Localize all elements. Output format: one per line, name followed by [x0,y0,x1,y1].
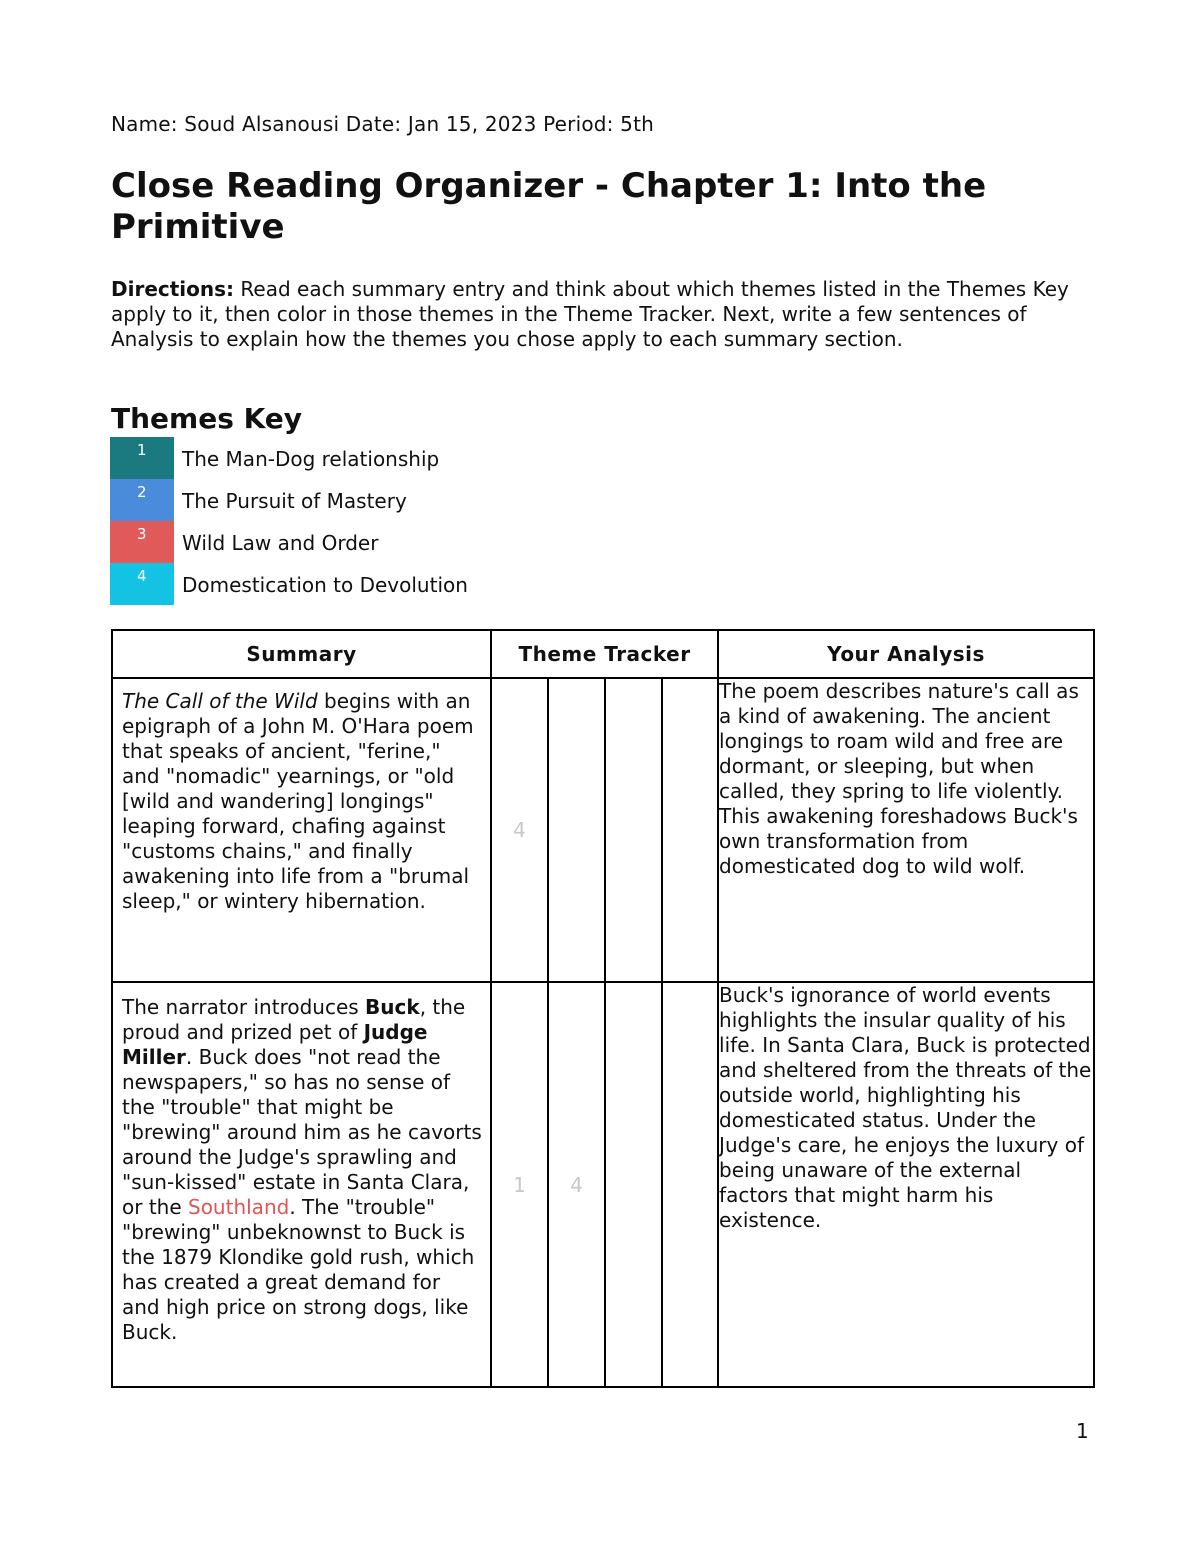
analysis-header: Your Analysis [718,630,1094,678]
analysis-cell[interactable]: Buck's ignorance of world events highlights the insular quality of his life. In Santa Clara, Buck is protected and sheltered from the threats of the outside world, highlighting his domesticated status. Under the Judge's care, he enjoys the luxury of being unaware of the external factors that might harm his existence. [718,982,1094,1387]
summary-text: . Buck does "not read the newspapers," so has no sense of the "trouble" that might be "brewing" around him as he cavorts around the Judge's sprawling and "sun-kissed" estate in Santa Clara, or the [122,1045,482,1219]
theme-key-item [110,437,468,479]
theme-number: 3 [137,525,147,543]
theme-key-item [110,521,468,563]
summary-text: The narrator introduces [122,995,366,1019]
table-header-row [112,630,1094,678]
southland-link[interactable]: Southland [188,1195,290,1219]
summary-header: Summary [112,630,491,678]
character-judge-miller: Judge Miller [122,1020,428,1069]
table-row [112,678,1094,982]
theme-label: Domestication to Devolution [182,573,468,597]
tracker-cell[interactable] [605,982,662,1387]
tracker-cell[interactable]: 4 [548,982,605,1387]
theme-label: Wild Law and Order [182,531,379,555]
themes-key-heading: Themes Key [111,402,303,435]
character-buck: Buck [365,995,420,1019]
theme-swatch-4 [110,563,174,605]
tracker-cell[interactable]: 1 [491,982,548,1387]
tracker-cell[interactable] [662,982,718,1387]
directions-text: Read each summary entry and think about which themes listed in the Themes Key apply to it, then color in those themes in the Theme Tracker. Next, write a few sentences of Analysis to explain how the themes you chose apply to each summary section. [111,277,1069,351]
theme-swatch-1 [110,437,174,479]
tracker-cell[interactable] [662,678,718,982]
organizer-table [111,629,1095,1388]
tracker-header: Theme Tracker [491,630,718,678]
theme-key-item [110,479,468,521]
summary-text: . The "trouble" "brewing" unbeknownst to Buck is the 1879 Klondike gold rush, which has created a great demand for and high price on strong dogs, like Buck. [122,1195,475,1344]
tracker-cell[interactable]: 4 [491,678,548,982]
summary-cell [112,982,491,1387]
directions [111,277,1086,352]
table-row [112,982,1094,1387]
header-name-line: Name: Soud Alsanousi Date: Jan 15, 2023 Period: 5th [111,112,655,136]
summary-text: begins with an epigraph of a John M. O'Hara poem that speaks of ancient, "ferine," and "nomadic" yearnings, or "old [wild and wandering] longings" leaping forward, chafing against "customs chains," and finally awakening into life from a "brumal sleep," or wintery hibernation. [122,689,474,913]
theme-label: The Man-Dog relationship [182,447,440,471]
summary-text: , the proud and prized pet of [122,995,466,1044]
book-title: The Call of the Wild [122,689,318,713]
summary-cell [112,678,491,982]
theme-swatch-2 [110,479,174,521]
analysis-cell[interactable]: The poem describes nature's call as a kind of awakening. The ancient longings to roam wild and free are dormant, or sleeping, but when called, they spring to life violently. This awakening foreshadows Buck's own transformation from domesticated dog to wild wolf. [718,678,1094,982]
theme-number: 2 [137,483,147,501]
page-number: 1 [1076,1419,1089,1443]
theme-number: 4 [137,567,147,585]
theme-number: 1 [137,441,147,459]
tracker-cell[interactable] [548,678,605,982]
page-title: Close Reading Organizer - Chapter 1: Into the Primitive [111,166,987,247]
theme-label: The Pursuit of Mastery [182,489,407,513]
directions-label: Directions: [111,277,235,301]
themes-key [110,437,468,605]
theme-key-item [110,563,468,605]
tracker-cell[interactable] [605,678,662,982]
theme-swatch-3 [110,521,174,563]
